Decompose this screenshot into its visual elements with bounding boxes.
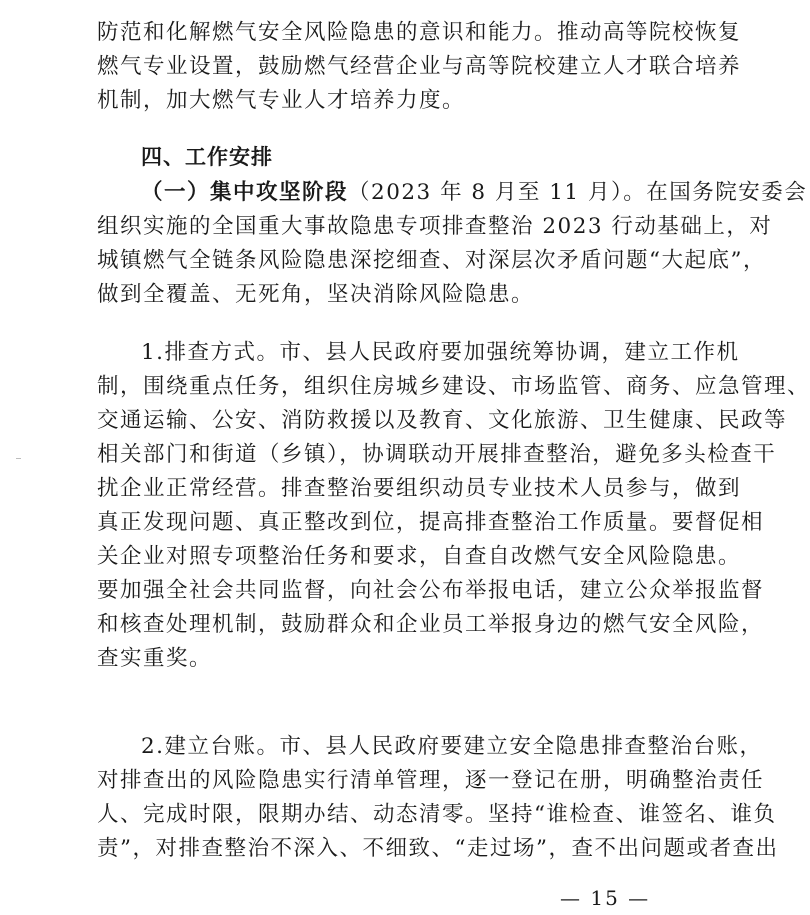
stage-lead-rest: （2023 年 8 月至 11 月）。在国务院安委会 bbox=[348, 180, 808, 205]
text-line: 要加强全社会共同监督，向社会公布举报电话，建立公众举报监督 bbox=[97, 578, 765, 603]
text-line: 组织实施的全国重大事故隐患专项排查整治 2023 行动基础上，对 bbox=[97, 214, 773, 239]
text-line bbox=[97, 176, 808, 210]
stage-lead: （一）集中攻坚阶段 bbox=[141, 180, 349, 205]
text-line: 人、完成时限，限期办结、动态清零。坚持“谁检查、谁签名、谁负 bbox=[97, 802, 777, 827]
paragraph-ledger bbox=[97, 730, 779, 866]
text-line: 做到全覆盖、无死角，坚决消除风险隐患。 bbox=[97, 282, 535, 307]
text-line: 城镇燃气全链条风险隐患深挖细查、对深层次矛盾问题“大起底”， bbox=[97, 248, 766, 273]
paragraph-intensive-stage bbox=[97, 176, 808, 312]
text-line: 关企业对照专项整治任务和要求，自查自改燃气安全风险隐患。 bbox=[97, 544, 742, 569]
text-line: 责”，对排查整治不深入、不细致、“走过场”，查不出问题或者查出 bbox=[97, 836, 779, 861]
text-line: 1.排查方式。市、县人民政府要加强统筹协调，建立工作机 bbox=[141, 340, 740, 365]
scan-speck bbox=[16, 458, 21, 459]
paragraph-inspection-method bbox=[97, 336, 810, 676]
section-heading: 四、工作安排 bbox=[141, 145, 273, 169]
text-line: 查实重奖。 bbox=[97, 646, 213, 671]
paragraph-talent-training bbox=[97, 16, 742, 118]
text-line: 相关部门和街道（乡镇），协调联动开展排查整治，避免多头检查干 bbox=[97, 442, 777, 467]
text-line: 对排查出的风险隐患实行清单管理，逐一登记在册，明确整治责任 bbox=[97, 768, 765, 793]
text-line: 2.建立台账。市、县人民政府要建立安全隐患排查整治台账， bbox=[141, 734, 763, 759]
text-line: 交通运输、公安、消防救援以及教育、文化旅游、卫生健康、民政等 bbox=[97, 408, 788, 433]
text-line: 制，围绕重点任务，组织住房城乡建设、市场监管、商务、应急管理、 bbox=[97, 374, 810, 399]
page-number: — 15 — bbox=[560, 886, 651, 910]
text-line: 防范和化解燃气安全风险隐患的意识和能力。推动高等院校恢复 bbox=[97, 20, 742, 45]
text-line: 机制，加大燃气专业人才培养力度。 bbox=[97, 88, 466, 113]
text-line: 和核查处理机制，鼓励群众和企业员工举报身边的燃气安全风险， bbox=[97, 612, 765, 637]
text-line: 扰企业正常经营。排查整治要组织动员专业技术人员参与，做到 bbox=[97, 476, 742, 501]
text-line: 燃气专业设置，鼓励燃气经营企业与高等院校建立人才联合培养 bbox=[97, 54, 742, 79]
text-line: 真正发现问题、真正整改到位，提高排查整治工作质量。要督促相 bbox=[97, 510, 765, 535]
